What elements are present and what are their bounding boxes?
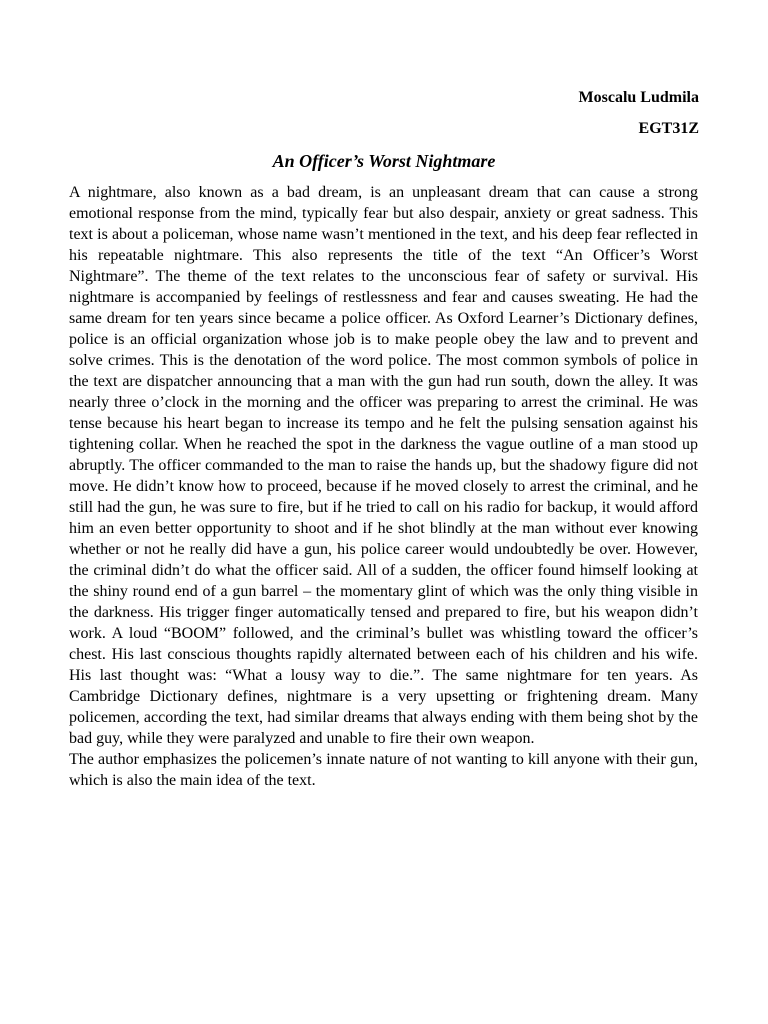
paragraph-1: A nightmare, also known as a bad dream, is an unpleasant dream that can cause a strong emotional response from the mind, typically fear but also despair, anxiety or great sadness. This text is about a policeman, whose name wasn’t mentioned in the text, and his deep fear reflected in his repeatable nightmare. This also represents the title of the text “An Officer’s Worst Nightmare”. The theme of the text relates to the unconscious fear of safety or survival. His nightmare is accompanied by feelings of restlessness and fear and causes sweating. He had the same dream for ten years since became a police officer. As Oxford Learner’s Dictionary defines, police is an official organization whose job is to make people obey the law and to prevent and solve crimes. This is the denotation of the word police. The most common symbols of police in the text are dispatcher announcing that a man with the gun had run south, down the alley. It was nearly three o’clock in the morning and the officer was preparing to arrest the criminal. He was tense because his heart began to increase its tempo and he felt the pulsing sensation against his tightening collar. When he reached the spot in the darkness the vague outline of a man stood up abruptly. The officer commanded to the man to raise the hands up, but the shadowy figure did not move. He didn’t know how to proceed, because if he moved closely to arrest the criminal, and he still had the gun, he was sure to fire, but if he tried to call on his radio for backup, it would afford him an even better opportunity to shoot and if he shot blindly at the man without ever knowing whether or not he really did have a gun, his police career would undoubtedly be over. However, the criminal didn’t do what the officer said. All of a sudden, the officer found himself looking at the shiny round end of a gun barrel – the momentary glint of which was the only thing visible in the darkness. His trigger finger automatically tensed and prepared to fire, but his weapon didn’t work. A loud “BOOM” followed, and the criminal’s bullet was whistling toward the officer’s chest. His last conscious thoughts rapidly alternated between each of his children and his wife. His last thought was: “What a lousy way to die.”. The same nightmare for ten years. As Cambridge Dictionary defines, nightmare is a very upsetting or frightening dream. Many policemen, according the text, had similar dreams that always ending with them being shot by the bad guy, while they were paralyzed and unable to fire their own weapon.	[69, 184, 698, 747]
essay-body	[69, 182, 698, 791]
essay-title: An Officer’s Worst Nightmare	[272, 151, 496, 171]
author-name: Moscalu Ludmila	[578, 89, 699, 106]
group-code: EGT31Z	[638, 120, 699, 137]
paragraph-2: The author emphasizes the policemen’s innate nature of not wanting to kill anyone with their gun, which is also the main idea of the text.	[69, 751, 698, 789]
